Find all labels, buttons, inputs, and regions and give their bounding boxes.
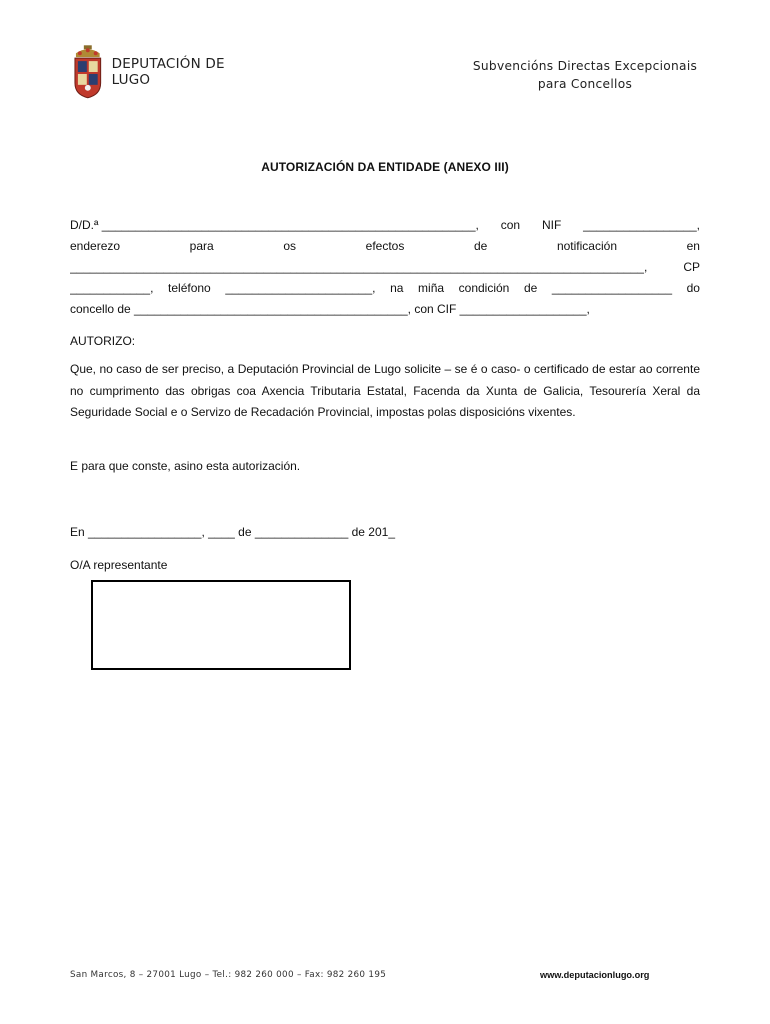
form-word: na: [390, 281, 404, 295]
form-line-4: [70, 280, 700, 296]
form-word: para: [189, 239, 214, 253]
cp-label: CP: [683, 260, 700, 274]
form-line-1: [70, 217, 700, 233]
name-field[interactable]: D/D.ª ________________________________________________________,: [70, 218, 479, 232]
form-line-5[interactable]: concello de _________________________________________, con CIF ___________________,: [70, 302, 590, 316]
doc-title-line1: Subvencións Directas Excepcionais: [472, 59, 698, 73]
phone-field[interactable]: ______________________,: [225, 281, 376, 295]
signer-label: O/A representante: [70, 558, 168, 572]
doc-title-line2: para Concellos: [537, 77, 633, 91]
authorization-paragraph: [70, 359, 700, 424]
document-heading: [440, 57, 730, 93]
form-word: os: [283, 239, 297, 253]
coat-of-arms-icon: [70, 45, 106, 99]
footer-website-link[interactable]: www.deputacionlugo.org: [540, 970, 650, 980]
footer-address: San Marcos, 8 – 27001 Lugo – Tel.: 982 260 000 – Fax: 982 260 195: [70, 970, 387, 980]
nif-label: NIF: [541, 218, 562, 232]
con-label: con: [500, 218, 521, 232]
header-logo: [70, 44, 266, 100]
phone-label: teléfono: [168, 281, 211, 295]
form-word: de: [473, 239, 488, 253]
form-line-3: [70, 259, 700, 275]
form-word: en: [686, 239, 700, 253]
org-name: DEPUTACIÓN DE LUGO: [111, 56, 225, 88]
form-word: efectos: [365, 239, 405, 253]
nif-field[interactable]: _________________,: [583, 218, 700, 232]
date-line[interactable]: En _________________, ____ de ______________ de 201_: [70, 525, 395, 539]
form-line-2: [70, 238, 700, 254]
form-word: do: [686, 281, 700, 295]
closing-text: E para que conste, asino esta autorización.: [70, 459, 301, 473]
form-word: enderezo: [70, 239, 121, 253]
signature-box[interactable]: [91, 580, 351, 670]
condition-field[interactable]: __________________: [551, 281, 673, 295]
page-title: AUTORIZACIÓN DA ENTIDADE (ANEXO III): [261, 160, 509, 174]
cp-field[interactable]: ____________,: [70, 281, 154, 295]
address-field[interactable]: ______________________________________________________________________________________,: [70, 260, 648, 274]
form-word: condición: [458, 281, 510, 295]
form-word: notificación: [556, 239, 617, 253]
paragraph-text: Que, no caso de ser preciso, a Deputación Provincial de Lugo solicite – se é o caso- o certificado de estar ao corrente no cumprimento das obrigas coa Axencia Tributaria Estatal, Facenda da Xunta de Galicia, Tesourería Xeral da Seguridade Social e o Servizo de Recadación Provincial, impostas polas disposicións vixentes.: [70, 362, 700, 419]
autorizo-heading: AUTORIZO:: [70, 334, 136, 348]
form-word: de: [523, 281, 538, 295]
form-word: miña: [418, 281, 445, 295]
